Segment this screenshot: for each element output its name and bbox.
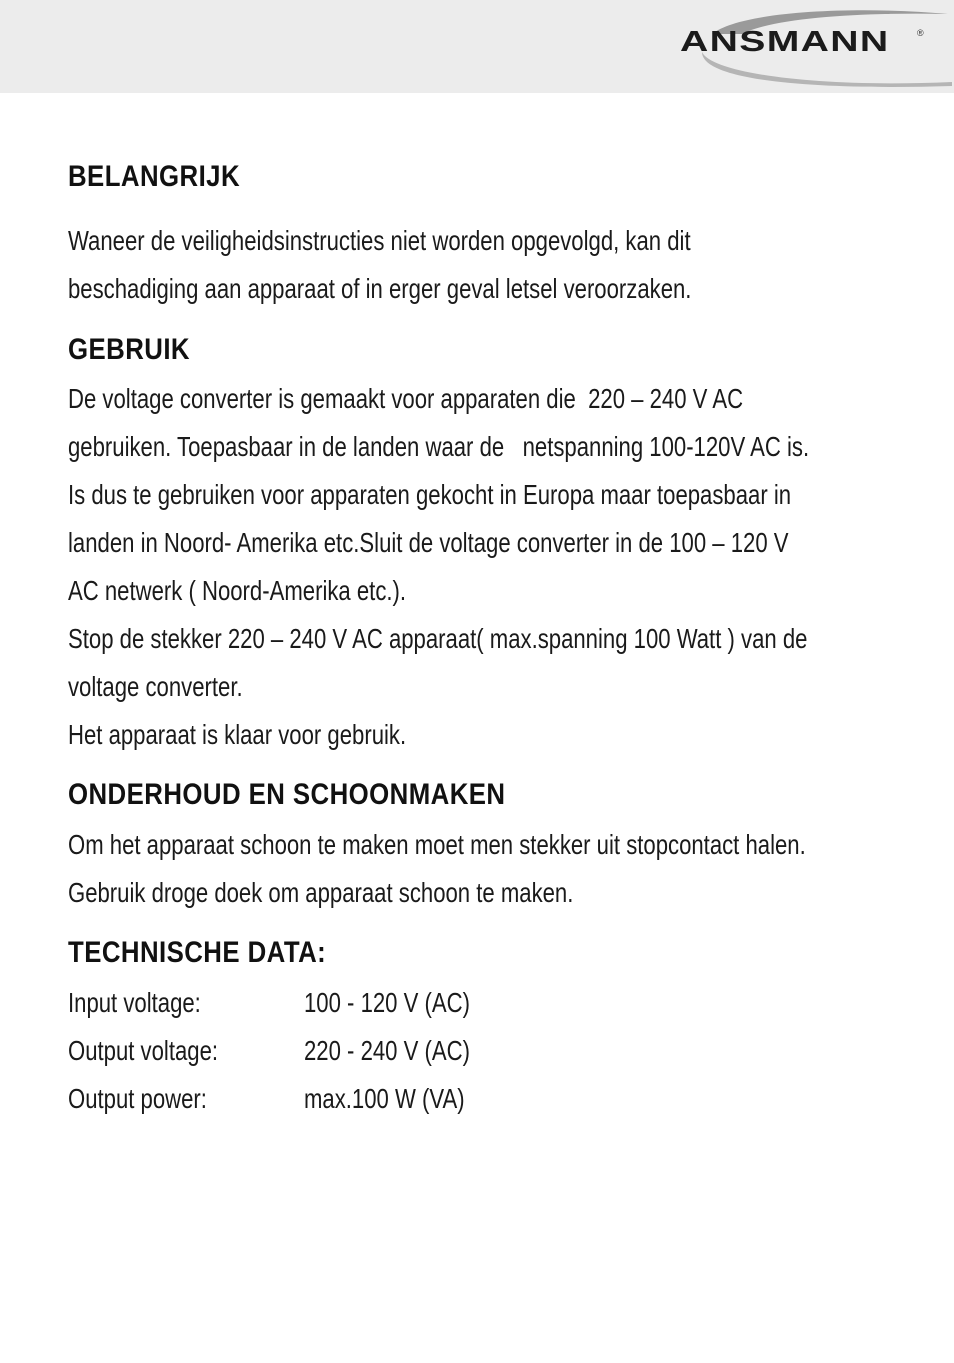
heading-technische-data: TECHNISCHE DATA:	[68, 936, 327, 969]
paragraph-line: AC netwerk ( Noord-Amerika etc.).	[68, 575, 407, 606]
brand-wordmark: ANSMANN	[680, 26, 890, 58]
spec-label: Output voltage:	[68, 1035, 219, 1066]
paragraph-line: landen in Noord- Amerika etc.Sluit de voltage converter in de 100 – 120 V	[68, 527, 789, 558]
heading-onderhoud: ONDERHOUD EN SCHOONMAKEN	[68, 778, 506, 811]
paragraph-line: De voltage converter is gemaakt voor apparaten die 220 – 240 V AC	[68, 383, 744, 414]
ansmann-logo	[672, 4, 954, 88]
spec-row-output-power	[68, 1075, 668, 1123]
spec-value: 220 - 240 V (AC)	[304, 1035, 470, 1066]
spec-value: max.100 W (VA)	[304, 1083, 465, 1114]
paragraph-line: Gebruik droge doek om apparaat schoon te maken.	[68, 877, 574, 908]
spec-row-output-voltage	[68, 1027, 668, 1075]
heading-belangrijk: BELANGRIJK	[68, 160, 241, 193]
heading-gebruik: GEBRUIK	[68, 333, 190, 366]
paragraph-line: beschadiging aan apparaat of in erger geval letsel veroorzaken.	[68, 273, 692, 304]
spec-label: Input voltage:	[68, 987, 201, 1018]
spec-label: Output power:	[68, 1083, 207, 1114]
spec-value: 100 - 120 V (AC)	[304, 987, 470, 1018]
spec-row-input-voltage	[68, 979, 668, 1027]
paragraph-line: Het apparaat is klaar voor gebruik.	[68, 719, 407, 750]
paragraph-line: gebruiken. Toepasbaar in de landen waar de netspanning 100-120V AC is.	[68, 431, 810, 462]
registered-mark: ®	[917, 28, 924, 38]
paragraph-line: voltage converter.	[68, 671, 243, 702]
header-band	[0, 0, 954, 93]
paragraph-line: Waneer de veiligheidsinstructies niet worden opgevolgd, kan dit	[68, 225, 691, 256]
paragraph-line: Is dus te gebruiken voor apparaten gekocht in Europa maar toepasbaar in	[68, 479, 792, 510]
paragraph-line: Om het apparaat schoon te maken moet men stekker uit stopcontact halen.	[68, 829, 806, 860]
paragraph-line: Stop de stekker 220 – 240 V AC apparaat( max.spanning 100 Watt ) van de	[68, 623, 808, 654]
